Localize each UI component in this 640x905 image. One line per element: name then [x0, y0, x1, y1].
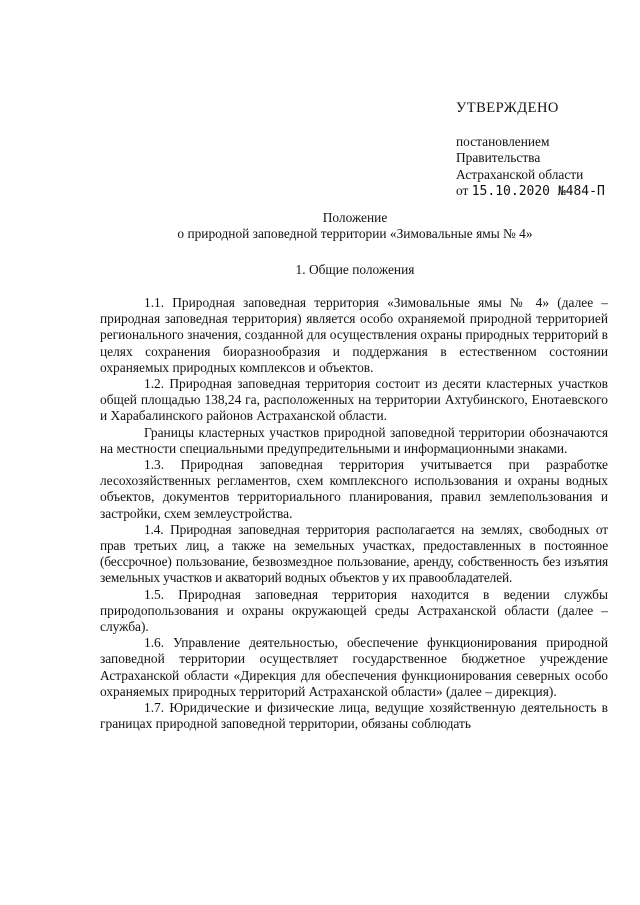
paragraph-1-3: 1.3. Природная заповедная территория учитывается при разработке лесохозяйственных регламентов, схем комплексного использования и охраны водных объектов, документов территориального планирования, правил землепользования и застройки, схем землеустройства.: [100, 457, 608, 521]
paragraph-1-4: 1.4. Природная заповедная территория располагается на землях, свободных от прав третьих лиц, а также на земельных участках, предоставленных в постоянное (бессрочное) пользование, безвозмездное пользование, аренду, собственность без изъятия земельных участков и акваторий водных объектов у их правообладателей.: [100, 521, 608, 586]
document-subtitle: о природной заповедной территории «Зимовальные ямы № 4»: [177, 226, 533, 242]
approval-date-prefix: от: [456, 182, 469, 198]
approval-title: УТВЕРЖДЕНО: [456, 100, 559, 116]
document-title-block: [100, 210, 610, 242]
section-title: 1. Общие положения: [295, 262, 415, 277]
paragraph-1-5: 1.5. Природная заповедная территория находится в ведении службы природопользования и охраны окружающей среды Астраханской области (далее – служба).: [100, 586, 608, 635]
approval-line-1: постановлением: [456, 134, 550, 150]
paragraph-1-1: 1.1. Природная заповедная территория «Зимовальные ямы № 4» (далее – природная заповедная территория) является особо охраняемой природной территорией регионального значения, созданной для осуществления охраны природных территорий в целях сохранения биоразнообразия и поддержания в естественном состоянии охраняемых природных комплексов и объектов.: [100, 295, 608, 375]
paragraph-boundaries: Границы кластерных участков природной заповедной территории обозначаются на местности специальными предупредительными и информационными знаками.: [100, 424, 608, 456]
paragraph-1-2: 1.2. Природная заповедная территория состоит из десяти кластерных участков общей площадью 138,24 га, расположенных на территории Ахтубинского, Енотаевского и Харабалинского районов Астраханской области.: [100, 376, 608, 424]
document-title: Положение: [322, 210, 388, 225]
approval-line-3: Астраханской области: [456, 166, 584, 182]
paragraph-1-7: 1.7. Юридические и физические лица, ведущие хозяйственную деятельность в границах природной заповедной территории, обязаны соблюдать: [100, 700, 608, 732]
approval-date-value: 15.10.2020 №484-П: [471, 183, 605, 199]
approval-date-line: [456, 183, 636, 200]
approval-stamp: [456, 100, 636, 200]
document-body: [100, 295, 608, 732]
approval-line-2: Правительства: [456, 150, 541, 166]
paragraph-1-6: 1.6. Управление деятельностью, обеспечение функционирования природной заповедной территории осуществляет государственное бюджетное учреждение Астраханской области «Дирекция для обеспечения функционирования северных особо охраняемых природных территорий Астраханской области» (далее – дирекция).: [100, 635, 608, 699]
